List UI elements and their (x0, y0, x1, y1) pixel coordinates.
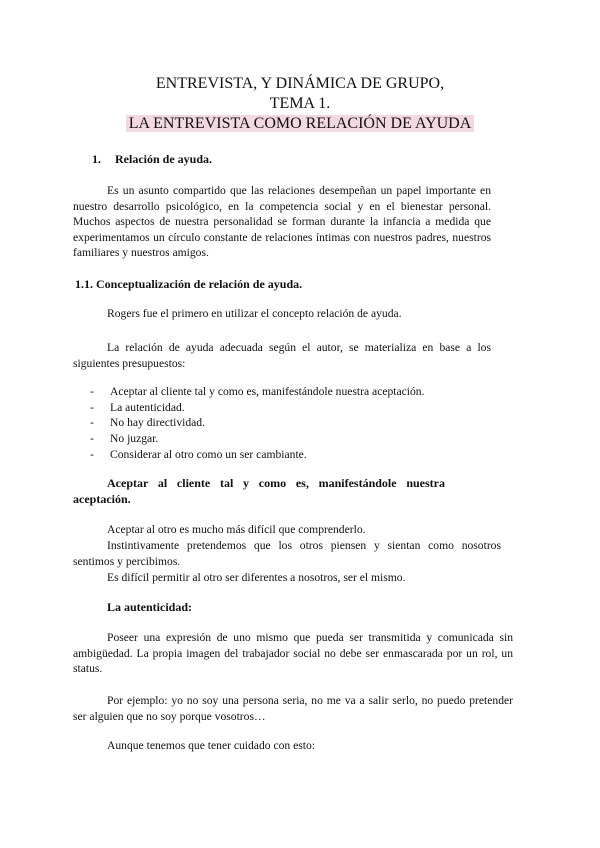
autenticidad-paragraph-1: Poseer una expresión de uno mismo que pueda ser transmitida y comunicada sin ambigüedad. La propia imagen del trabajador social no debe ser enmascarada por un rol, un status. (73, 631, 513, 676)
list-item: - No juzgar. (90, 431, 510, 447)
title-line-3: LA ENTREVISTA COMO RELACIÓN DE AYUDA (126, 115, 475, 132)
list-item: - La autenticidad. (90, 400, 510, 416)
autenticidad-paragraph-2: Por ejemplo: yo no soy una persona seria, no me va a salir serlo, no puedo pretender ser alguien que no soy porque vosotros… (73, 694, 513, 723)
section-1-1-heading: 1.1. Conceptualización de relación de ayuda. (75, 277, 303, 291)
rogers-sentence: Rogers fue el primero en utilizar el concepto relación de ayuda. (107, 307, 402, 320)
autenticidad-paragraph-3: Aunque tenemos que tener cuidado con esto: (107, 739, 315, 752)
section-1-heading (92, 152, 212, 167)
document-title (0, 74, 600, 134)
presupuestos-list (90, 384, 510, 463)
section-1-title: Relación de ayuda. (115, 152, 213, 166)
section-1-number: 1. (92, 152, 101, 166)
list-item: - No hay directividad. (90, 415, 510, 431)
aceptar-line-3: Es difícil permitir al otro ser diferentes a nosotros, ser el mismo. (107, 571, 406, 584)
title-line-1: ENTREVISTA, Y DINÁMICA DE GRUPO, (155, 75, 445, 92)
presupuestos-intro: La relación de ayuda adecuada según el autor, se materializa en base a los siguientes presupuestos: (73, 341, 491, 370)
aceptar-line-2: Instintivamente pretendemos que los otros piensen y sientan como nosotros sentimos y percibimos. (73, 539, 501, 568)
section-1-paragraph: Es un asunto compartido que las relaciones desempeñan un papel importante en nuestro desarrollo psicológico, en la competencia social y en el bienestar personal. Muchos aspectos de nuestra personalidad se forman durante la infancia a medida que experimentamos un círculo constante de relaciones íntimas con nuestros padres, nuestros familiares y nuestros amigos. (73, 184, 491, 260)
aceptar-line-1: Aceptar al otro es mucho más difícil que comprenderlo. (107, 523, 366, 536)
list-item: - Aceptar al cliente tal y como es, manifestándole nuestra aceptación. (90, 384, 510, 400)
autenticidad-heading: La autenticidad: (107, 600, 193, 614)
list-item: - Considerar al otro como un ser cambiante. (90, 447, 510, 463)
aceptar-heading: Aceptar al cliente tal y como es, manifestándole nuestra aceptación. (73, 476, 445, 506)
title-line-2: TEMA 1. (269, 95, 331, 112)
